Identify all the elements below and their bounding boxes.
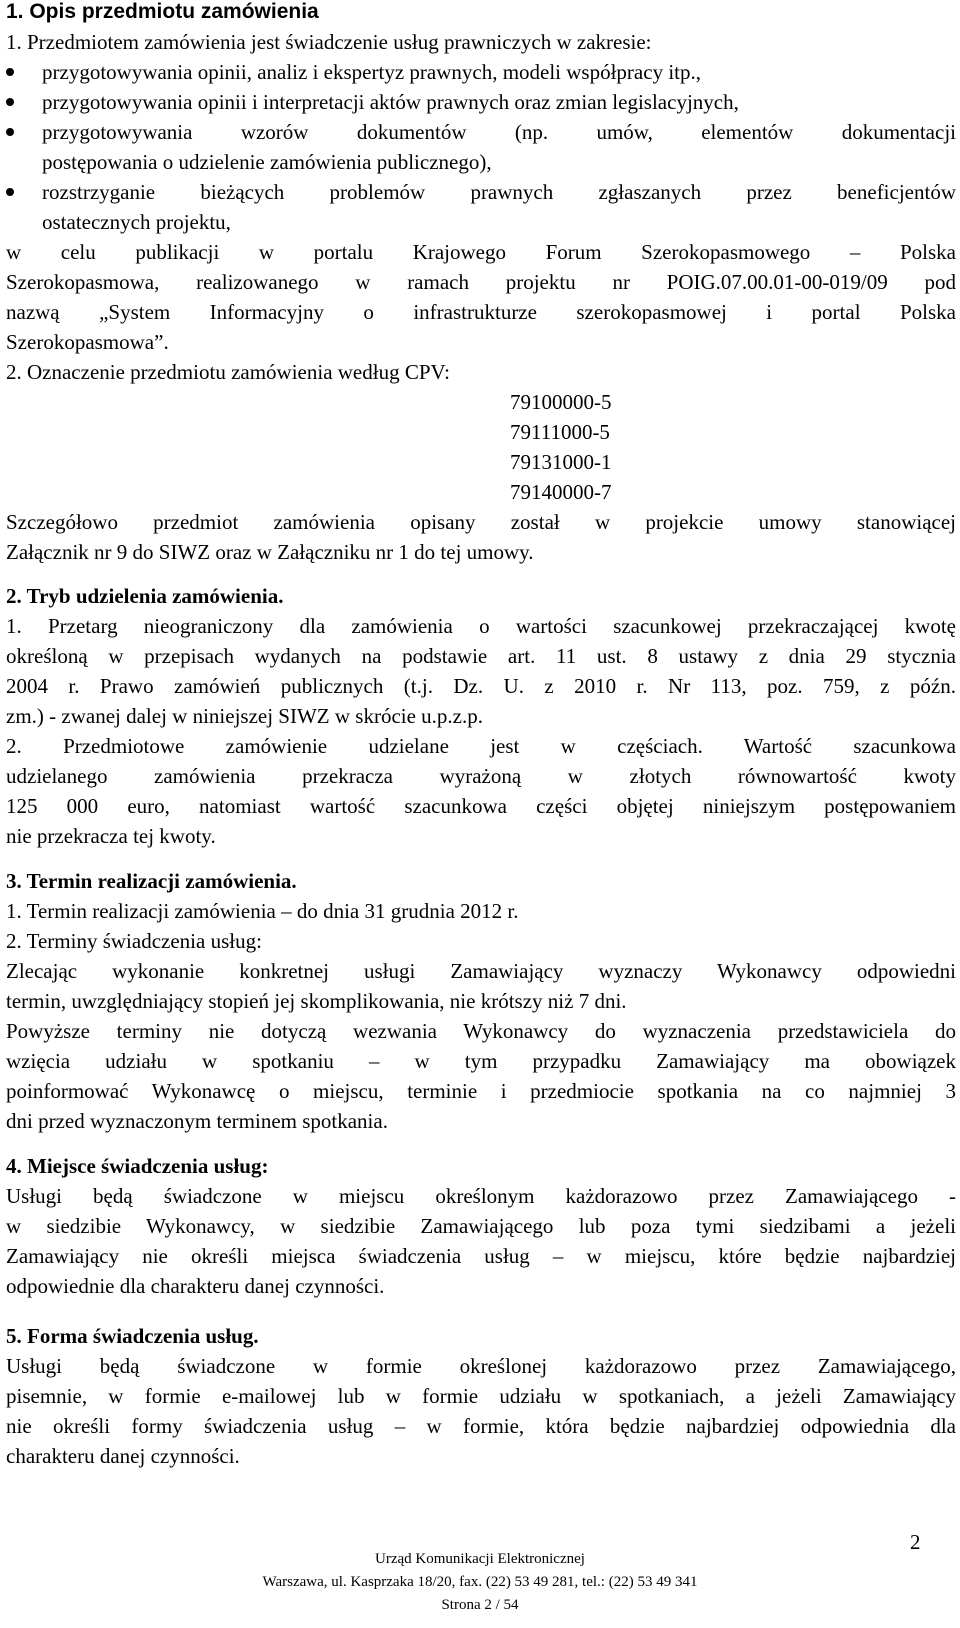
footer-org: Urząd Komunikacji Elektronicznej [375,1551,585,1567]
section-2-line: zm.) - zwanej dalej w niniejszej SIWZ w skrócie u.p.z.p. [6,704,484,728]
section-1-heading: 1. Opis przedmiotu zamówienia [6,0,319,23]
section-2-line: 2. Przedmiotowe zamówienie udzielane jest w częściach. Wartość szacunkowa [6,734,956,758]
section-3-line: termin, uwzględniający stopień jej skomplikowania, nie krótszy niż 7 dni. [6,989,627,1013]
bullet-item-4: rozstrzyganie bieżących problemów prawnych zgłaszanych przez beneficjentów [42,180,956,204]
cpv-code: 79111000-5 [510,420,610,444]
purpose-line-4: Szerokopasmowa”. [6,330,169,354]
section-3-line: poinformować Wykonawcę o miejscu, terminie i przedmiocie spotkania na co najmniej 3 [6,1079,956,1103]
footer-page-label: Strona 2 / 54 [441,1597,519,1613]
cpv-code: 79140000-7 [510,480,612,504]
purpose-line-3: nazwą „System Informacyjny o infrastrukturze szerokopasmowej i portal Polska [6,300,956,324]
section-3-line: 2. Terminy świadczenia usług: [6,929,262,953]
section-2-line: udzielanego zamówienia przekracza wyrażoną w złotych równowartość kwoty [6,764,956,788]
section-4-line: Usługi będą świadczone w miejscu określonym każdorazowo przez Zamawiającego - [6,1184,956,1208]
section-1-point-1: 1. Przedmiotem zamówienia jest świadczenie usług prawniczych w zakresie: [6,30,652,54]
section-2-line: określoną w przepisach wydanych na podstawie art. 11 ust. 8 ustawy z dnia 29 stycznia [6,644,956,668]
section-5-line: pisemnie, w formie e-mailowej lub w formie udziału w spotkaniach, a jeżeli Zamawiający [6,1384,956,1408]
section-3-line: wzięcia udziału w spotkaniu – w tym przypadku Zamawiający ma obowiązek [6,1049,956,1073]
section-2-line: 125 000 euro, natomiast wartość szacunkowa części objętej niniejszym postępowaniem [6,794,956,818]
cpv-code: 79131000-1 [510,450,612,474]
section-2-heading: 2. Tryb udzielenia zamówienia. [6,584,284,608]
detail-line-1: Szczegółowo przedmiot zamówienia opisany został w projekcie umowy stanowiącej [6,510,956,534]
section-2-line: 1. Przetarg nieograniczony dla zamówienia o wartości szacunkowej przekraczającej kwotę [6,614,956,638]
purpose-line-1: w celu publikacji w portalu Krajowego Forum Szerokopasmowego – Polska [6,240,956,264]
section-3-heading: 3. Termin realizacji zamówienia. [6,869,297,893]
bullet-icon [6,128,14,136]
bullet-icon [6,98,14,106]
bullet-item-1: przygotowywania opinii, analiz i ekspertyz prawnych, modeli współpracy itp., [42,60,701,84]
section-5-line: Usługi będą świadczone w formie określonej każdorazowo przez Zamawiającego, [6,1354,956,1378]
section-4-line: odpowiednie dla charakteru danej czynności. [6,1274,385,1298]
bullet-icon [6,188,14,196]
section-3-line: dni przed wyznaczonym terminem spotkania. [6,1109,388,1133]
section-4-heading: 4. Miejsce świadczenia usług: [6,1154,269,1178]
section-5-line: charakteru danej czynności. [6,1444,240,1468]
section-5-heading: 5. Forma świadczenia usług. [6,1324,259,1348]
section-3-line: Powyższe terminy nie dotyczą wezwania Wykonawcy do wyznaczenia przedstawiciela do [6,1019,956,1043]
bullet-item-3: przygotowywania wzorów dokumentów (np. umów, elementów dokumentacji [42,120,956,144]
footer-address: Warszawa, ul. Kasprzaka 18/20, fax. (22) 53 49 281, tel.: (22) 53 49 341 [262,1574,698,1590]
cpv-code: 79100000-5 [510,390,612,414]
section-2-line: 2004 r. Prawo zamówień publicznych (t.j. Dz. U. z 2010 r. Nr 113, poz. 759, z późn. [6,674,956,698]
section-2-line: nie przekracza tej kwoty. [6,824,216,848]
bullet-icon [6,68,14,76]
bullet-item-4-cont: ostatecznych projektu, [42,210,231,234]
purpose-line-2: Szerokopasmowa, realizowanego w ramach projektu nr POIG.07.00.01-00-019/09 pod [6,270,956,294]
detail-line-2: Załącznik nr 9 do SIWZ oraz w Załączniku nr 1 do tej umowy. [6,540,534,564]
section-3-line: 1. Termin realizacji zamówienia – do dnia 31 grudnia 2012 r. [6,899,519,923]
bullet-item-2: przygotowywania opinii i interpretacji aktów prawnych oraz zmian legislacyjnych, [42,90,739,114]
section-1-point-2: 2. Oznaczenie przedmiotu zamówienia według CPV: [6,360,450,384]
section-4-line: w siedzibie Wykonawcy, w siedzibie Zamawiającego lub poza tymi siedzibami a jeżeli [6,1214,956,1238]
page-number: 2 [910,1530,921,1554]
section-3-line: Zlecając wykonanie konkretnej usługi Zamawiający wyznaczy Wykonawcy odpowiedni [6,959,956,983]
section-4-line: Zamawiający nie określi miejsca świadczenia usług – w miejscu, które będzie najbardziej [6,1244,956,1268]
section-5-line: nie określi formy świadczenia usług – w formie, która będzie najbardziej odpowiednia dla [6,1414,956,1438]
bullet-item-3-cont: postępowania o udzielenie zamówienia publicznego), [42,150,492,174]
